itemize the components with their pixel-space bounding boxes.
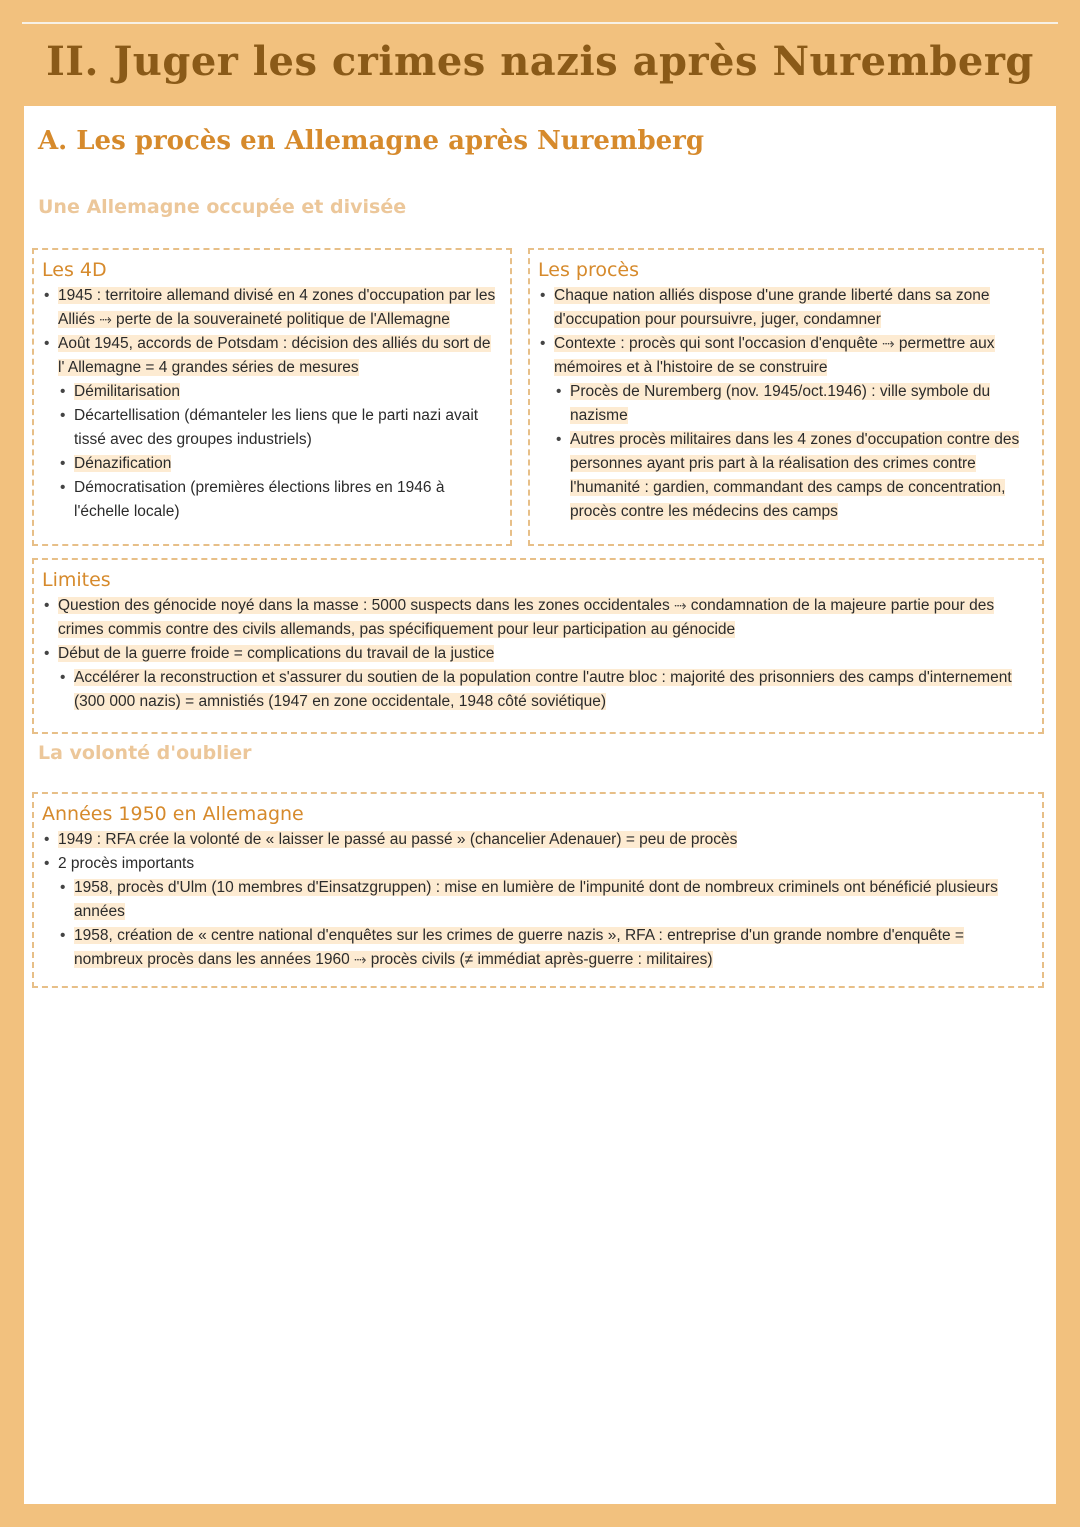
box-1950 [32, 792, 1044, 988]
list-item: • Dénazification [42, 452, 500, 476]
box-proces-title: Les procès [538, 259, 639, 281]
list-item: • 1958, procès d'Ulm (10 membres d'Einsatzgruppen) : mise en lumière de l'impunité dont de nombreux criminels ont bénéficié plusieurs années [42, 876, 1032, 924]
content-sheet [24, 106, 1056, 1504]
list-item: • Procès de Nuremberg (nov. 1945/oct.1946) : ville symbole du nazisme [538, 380, 1032, 428]
box-proces [528, 248, 1044, 546]
list-item: • 1945 : territoire allemand divisé en 4 zones d'occupation par les Alliés ⤑ perte de la souveraineté politique de l'Allemagne [42, 284, 500, 332]
box-limites [32, 558, 1044, 734]
box-4d-title: Les 4D [42, 259, 107, 281]
list-item: • Accélérer la reconstruction et s'assurer du soutien de la population contre l'autre bloc : majorité des prisonniers des camps d'internement (300 000 nazis) = amnistiés (1947 en zone occidentale, 1948 côté soviétique) [42, 666, 1032, 714]
list-item: • Début de la guerre froide = complications du travail de la justice [42, 642, 1032, 666]
list-item: • Démilitarisation [42, 380, 500, 404]
section-a-title: A. Les procès en Allemagne après Nuremberg [38, 126, 705, 156]
list-item: • 1949 : RFA crée la volonté de « laisser le passé au passé » (chancelier Adenauer) = peu de procès [42, 828, 1032, 852]
page-title: II. Juger les crimes nazis après Nuremberg [46, 38, 1034, 85]
list-item: • Autres procès militaires dans les 4 zones d'occupation contre des personnes ayant pris part à la réalisation des crimes contre l'humanité : gardien, commandant des camps de concentration, procès contre les médecins des camps [538, 428, 1032, 524]
box-1950-title: Années 1950 en Allemagne [42, 803, 304, 825]
subhead-occupied: Une Allemagne occupée et divisée [38, 196, 407, 218]
list-item: • 2 procès importants [42, 852, 1032, 876]
list-item: • Contexte : procès qui sont l'occasion d'enquête ⤑ permettre aux mémoires et à l'histoire de se construire [538, 332, 1032, 380]
list-item: • Décartellisation (démanteler les liens que le parti nazi avait tissé avec des groupes industriels) [42, 404, 500, 452]
list-item: • Août 1945, accords de Potsdam : décision des alliés du sort de l' Allemagne = 4 grandes séries de mesures [42, 332, 500, 380]
list-item: • Question des génocide noyé dans la masse : 5000 suspects dans les zones occidentales ⤑ condamnation de la majeure partie pour des crimes commis contre des civils allemands, pas spécifiquement pour leur participation au génocide [42, 594, 1032, 642]
subhead-forget: La volonté d'oublier [38, 742, 252, 764]
box-limites-title: Limites [42, 569, 111, 591]
top-rule [22, 22, 1058, 24]
box-4d [32, 248, 512, 546]
list-item: • Démocratisation (premières élections libres en 1946 à l'échelle locale) [42, 476, 500, 524]
list-item: • 1958, création de « centre national d'enquêtes sur les crimes de guerre nazis », RFA : entreprise d'un grande nombre d'enquête = nombreux procès dans les années 1960 ⤑ procès civils (≠ immédiat après-guerre : militaires) [42, 924, 1032, 972]
list-item: • Chaque nation alliés dispose d'une grande liberté dans sa zone d'occupation pour poursuivre, juger, condamner [538, 284, 1032, 332]
